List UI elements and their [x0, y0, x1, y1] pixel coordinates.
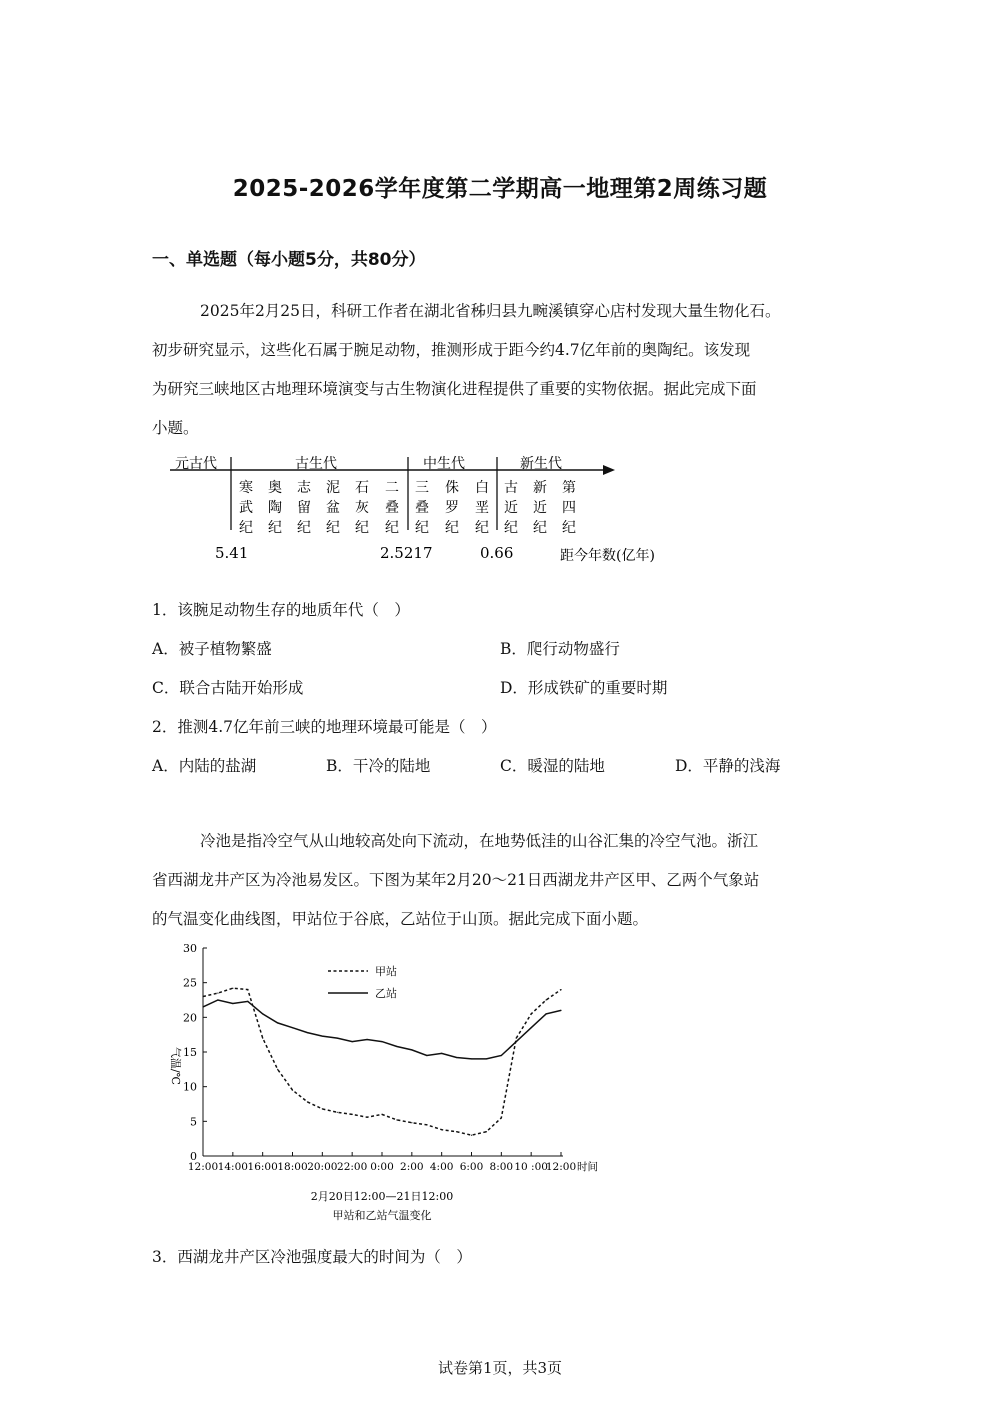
data-point	[337, 1038, 338, 1039]
data-point	[366, 1039, 367, 1040]
period-label: 新近纪	[533, 480, 547, 536]
passage-2-line: 的气温变化曲线图，甲站位于谷底，乙站位于山顶。据此完成下面小题。	[152, 910, 649, 928]
legend-label: 甲站	[375, 965, 397, 978]
y-tick-label: 20	[183, 1011, 197, 1025]
y-tick-label: 0	[190, 1150, 197, 1163]
data-point	[217, 992, 218, 993]
data-point	[277, 1022, 278, 1023]
passage-1-line: 为研究三峡地区古地理环境演变与古生物演化进程提供了重要的实物依据。据此完成下面	[152, 380, 757, 398]
legend-label: 乙站	[375, 987, 397, 1000]
period-label: 奥陶纪	[268, 480, 282, 536]
data-point	[322, 1108, 323, 1109]
x-tick-label: 20:00	[307, 1161, 338, 1173]
age-label: 0.66	[480, 544, 514, 562]
data-point	[307, 1101, 308, 1102]
period-label: 石灰纪	[355, 480, 369, 536]
data-point	[441, 1129, 442, 1130]
period-label: 三叠纪	[415, 480, 429, 536]
y-tick-label: 15	[183, 1046, 197, 1059]
data-point	[307, 1032, 308, 1033]
period-label: 二叠纪	[385, 480, 399, 536]
page-title: 2025-2026学年度第二学期高一地理第2周练习题	[232, 176, 768, 202]
data-point	[396, 1046, 397, 1047]
passage-2-line: 省西湖龙井产区为冷池易发区。下图为某年2月20～21日西湖龙井产区甲、乙两个气象站	[152, 871, 760, 889]
y-tick-label: 10	[183, 1080, 197, 1094]
data-point	[322, 1035, 323, 1036]
data-point	[411, 1122, 412, 1123]
chart-title: 甲站和乙站气温变化	[332, 1209, 432, 1222]
era-label: 新生代	[520, 456, 562, 472]
data-point	[232, 988, 233, 989]
question-2-stem: 2．推测4.7亿年前三峡的地理环境最可能是（ ）	[152, 718, 497, 736]
data-point	[366, 1117, 367, 1118]
passage-1	[152, 292, 852, 448]
question-3-stem: 3．西湖龙井产区冷池强度最大的时间为（ ）	[152, 1248, 472, 1266]
data-point	[352, 1041, 353, 1042]
geologic-timeline	[165, 450, 685, 570]
chart-subtitle: 2月20日12:00—21日12:00	[310, 1190, 454, 1203]
question-1-stem: 1．该腕足动物生存的地质年代（ ）	[152, 601, 410, 619]
data-point	[292, 1090, 293, 1091]
y-tick-label: 30	[183, 942, 197, 955]
x-tick-label: 12:00	[187, 1161, 219, 1173]
series-line-yi	[203, 1000, 561, 1059]
data-point	[501, 1055, 502, 1056]
data-point	[277, 1069, 278, 1070]
data-point	[247, 1001, 248, 1002]
data-point	[545, 999, 546, 1000]
period-label: 第四纪	[562, 480, 576, 536]
q2-option-a[interactable]: A．内陆的盐湖	[152, 757, 257, 775]
data-point	[217, 999, 218, 1000]
passage-2	[152, 822, 852, 939]
data-point	[531, 1013, 532, 1014]
age-label: 5.41	[215, 544, 249, 562]
data-point	[426, 1055, 427, 1056]
q2-option-d[interactable]: D．平静的浅海	[675, 757, 781, 775]
data-point	[441, 1053, 442, 1054]
data-point	[531, 1027, 532, 1028]
passage-1-line: 小题。	[152, 419, 199, 437]
temperature-chart	[160, 938, 620, 1228]
data-point	[560, 1010, 561, 1011]
x-tick-label: 10 :00	[514, 1161, 548, 1173]
data-point	[262, 1013, 263, 1014]
data-point	[471, 1135, 472, 1136]
data-point	[202, 1006, 203, 1007]
x-tick-label: 8:00	[489, 1161, 514, 1173]
page-footer: 试卷第1页，共3页	[437, 1359, 563, 1377]
period-label: 古近纪	[504, 480, 518, 536]
y-tick-label: 5	[190, 1115, 197, 1129]
period-label: 志留纪	[297, 480, 311, 536]
data-point	[292, 1027, 293, 1028]
data-point	[516, 1038, 517, 1039]
x-tick-label: 2:00	[400, 1161, 424, 1173]
x-tick-label: 14:00	[217, 1161, 248, 1173]
data-point	[232, 1003, 233, 1004]
data-point	[262, 1038, 263, 1039]
y-axis-label: 气温/℃	[169, 1046, 182, 1085]
data-point	[396, 1119, 397, 1120]
data-point	[456, 1057, 457, 1058]
era-label: 古生代	[295, 456, 337, 472]
q1-option-a[interactable]: A．被子植物繁盛	[152, 640, 272, 658]
x-tick-label: 12:00	[545, 1161, 577, 1173]
data-point	[516, 1041, 517, 1042]
data-point	[202, 996, 203, 997]
section-heading: 一、单选题（每小题5分，共80分）	[152, 250, 426, 270]
x-tick-label: 0:00	[370, 1161, 394, 1173]
q1-option-d[interactable]: D．形成铁矿的重要时期	[500, 679, 668, 697]
period-label: 泥盆纪	[326, 480, 340, 536]
x-tick-label: 18:00	[277, 1161, 308, 1173]
series-line-jia	[203, 988, 561, 1135]
data-point	[426, 1124, 427, 1125]
data-point	[352, 1114, 353, 1115]
passage-2-line: 冷池是指冷空气从山地较高处向下流动，在地势低洼的山谷汇集的冷空气池。浙江	[200, 832, 759, 850]
data-point	[456, 1131, 457, 1132]
data-point	[471, 1058, 472, 1059]
x-tick-label: 4:00	[429, 1161, 454, 1173]
era-label: 中生代	[423, 456, 465, 472]
data-point	[501, 1117, 502, 1118]
q2-option-b[interactable]: B．干冷的陆地	[326, 757, 431, 775]
passage-1-line: 2025年2月25日，科研工作者在湖北省秭归县九畹溪镇穿心店村发现大量生物化石。	[200, 302, 781, 320]
q2-option-c[interactable]: C．暖湿的陆地	[500, 757, 605, 775]
x-tick-label: 22:00	[337, 1161, 368, 1173]
q1-option-b[interactable]: B．爬行动物盛行	[500, 640, 620, 658]
data-point	[381, 1114, 382, 1115]
era-label: 元古代	[175, 456, 217, 472]
x-tick-label: 6:00	[459, 1161, 484, 1173]
data-point	[381, 1041, 382, 1042]
x-tick-label: 16:00	[247, 1161, 278, 1173]
period-label: 侏罗纪	[445, 480, 459, 536]
data-point	[486, 1058, 487, 1059]
data-point	[247, 989, 248, 990]
y-tick-label: 25	[183, 976, 197, 990]
data-point	[486, 1131, 487, 1132]
axis-label: 距今年数(亿年)	[560, 548, 655, 564]
period-label: 寒武纪	[239, 480, 253, 536]
passage-1-line: 初步研究显示，这些化石属于腕足动物，推测形成于距今约4.7亿年前的奥陶纪。该发现	[152, 341, 751, 359]
data-point	[560, 989, 561, 990]
data-point	[411, 1049, 412, 1050]
x-axis-label: 时间	[577, 1161, 598, 1173]
data-point	[337, 1112, 338, 1113]
period-label: 白垩纪	[475, 480, 489, 536]
age-label: 2.5217	[380, 544, 433, 562]
q1-option-c[interactable]: C．联合古陆开始形成	[152, 679, 304, 697]
data-point	[545, 1013, 546, 1014]
